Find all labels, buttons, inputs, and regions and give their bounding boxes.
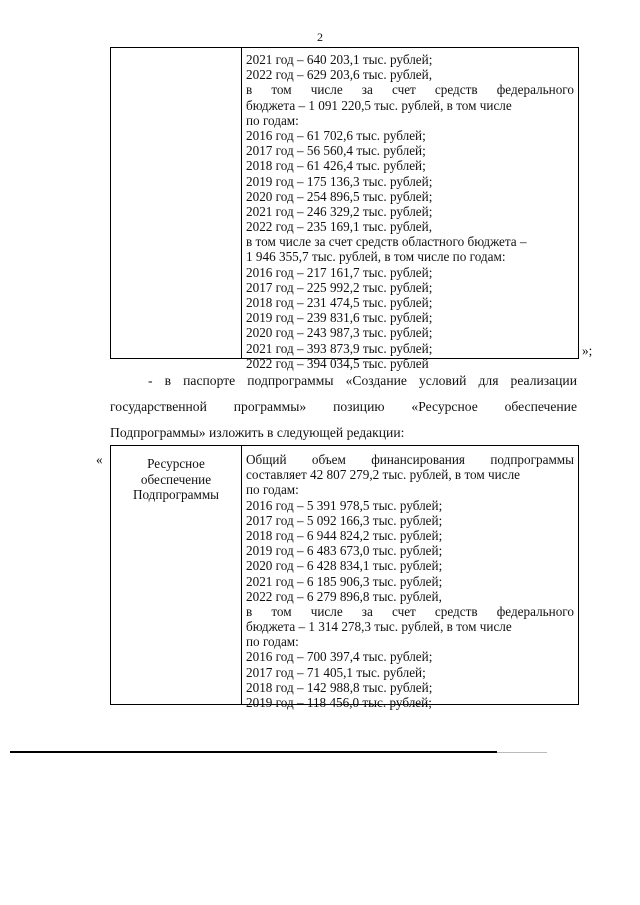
paragraph-text: государственной программы» позицию «Ресурсное обеспечение [110,399,577,414]
funding-line: 2016 год – 61 702,6 тыс. рублей; [246,127,426,143]
funding-line: 2016 год – 5 391 978,5 тыс. рублей; [246,497,443,513]
position-title-line: Подпрограммы [132,487,220,503]
funding-line: 2019 год – 239 831,6 тыс. рублей; [246,310,433,326]
funding-line: 2021 год – 393 873,9 тыс. рублей; [246,340,433,356]
resource-table-continued [110,47,579,371]
funding-line: 2017 год – 225 992,2 тыс. рублей; [246,279,433,295]
funding-line: по годам: [246,112,299,128]
funding-line: в том числе за счет средств федерального [246,603,574,619]
amendment-paragraph-line [110,420,577,446]
table-column-divider [241,446,242,704]
funding-line: 2022 год – 629 203,6 тыс. рублей, [246,67,432,83]
funding-line: в том числе за счет средств областного бюджета – [246,234,527,250]
funding-line: в том числе за счет средств федерального [246,82,574,98]
funding-line: 1 946 355,7 тыс. рублей, в том числе по годам: [246,249,506,265]
funding-line: 2022 год – 394 034,5 тыс. рублей [246,355,429,371]
funding-line: по годам: [246,634,299,650]
funding-line: 2019 год – 175 136,3 тыс. рублей; [246,173,433,189]
funding-line: составляет 42 807 279,2 тыс. рублей, в том числе [246,467,521,483]
funding-line: 2017 год – 56 560,4 тыс. рублей; [246,143,426,159]
funding-text-cell [246,452,574,710]
funding-line: по годам: [246,482,299,498]
paragraph-text: - в паспорте подпрограммы «Создание условий для реализации [148,373,577,388]
resource-table-new [110,445,579,710]
footer-separator-line [10,751,497,753]
amendment-paragraph-line [110,394,577,420]
funding-line: 2018 год – 231 474,5 тыс. рублей; [246,295,433,310]
funding-line: бюджета – 1 091 220,5 тыс. рублей, в том числе [246,97,512,113]
funding-line: 2019 год – 118 456,0 тыс. рублей; [246,695,432,710]
footer-separator-tail [497,752,547,753]
funding-line: 2018 год – 6 944 824,2 тыс. рублей; [246,527,443,543]
funding-line: 2020 год – 243 987,3 тыс. рублей; [246,325,433,341]
paragraph-text: Подпрограммы» изложить в следующей редакции: [110,425,405,440]
funding-line: 2019 год – 6 483 673,0 тыс. рублей; [246,543,443,559]
funding-line: 2021 год – 246 329,2 тыс. рублей; [246,203,433,219]
table-column-divider [241,48,242,358]
funding-line: 2021 год – 640 203,1 тыс. рублей; [246,52,433,67]
page-number: 2 [317,30,323,44]
amendment-paragraph-line [148,368,577,394]
position-title-line: обеспечение [140,471,212,487]
funding-line: 2016 год – 217 161,7 тыс. рублей; [246,264,433,280]
funding-line: 2018 год – 61 426,4 тыс. рублей; [246,158,426,174]
funding-line: 2017 год – 71 405,1 тыс. рублей; [246,664,426,680]
funding-line: 2021 год – 6 185 906,3 тыс. рублей; [246,573,443,589]
funding-line: 2022 год – 6 279 896,8 тыс. рублей, [246,588,442,604]
funding-line: 2020 год – 6 428 834,1 тыс. рублей; [246,558,443,574]
closing-quote-mark: »; [582,343,593,358]
funding-line: 2016 год – 700 397,4 тыс. рублей; [246,649,433,665]
position-title-cell [111,456,241,503]
opening-quote-mark: « [96,452,103,467]
funding-line: 2018 год – 142 988,8 тыс. рублей; [246,679,433,695]
funding-line: Общий объем финансирования подпрограммы [246,452,574,467]
position-title-line: Ресурсное [147,456,205,471]
funding-line: бюджета – 1 314 278,3 тыс. рублей, в том числе [246,619,512,635]
funding-line: 2017 год – 5 092 166,3 тыс. рублей; [246,512,443,528]
funding-text-cell [246,52,574,371]
funding-line: 2020 год – 254 896,5 тыс. рублей; [246,188,433,204]
funding-line: 2022 год – 235 169,1 тыс. рублей, [246,219,432,235]
